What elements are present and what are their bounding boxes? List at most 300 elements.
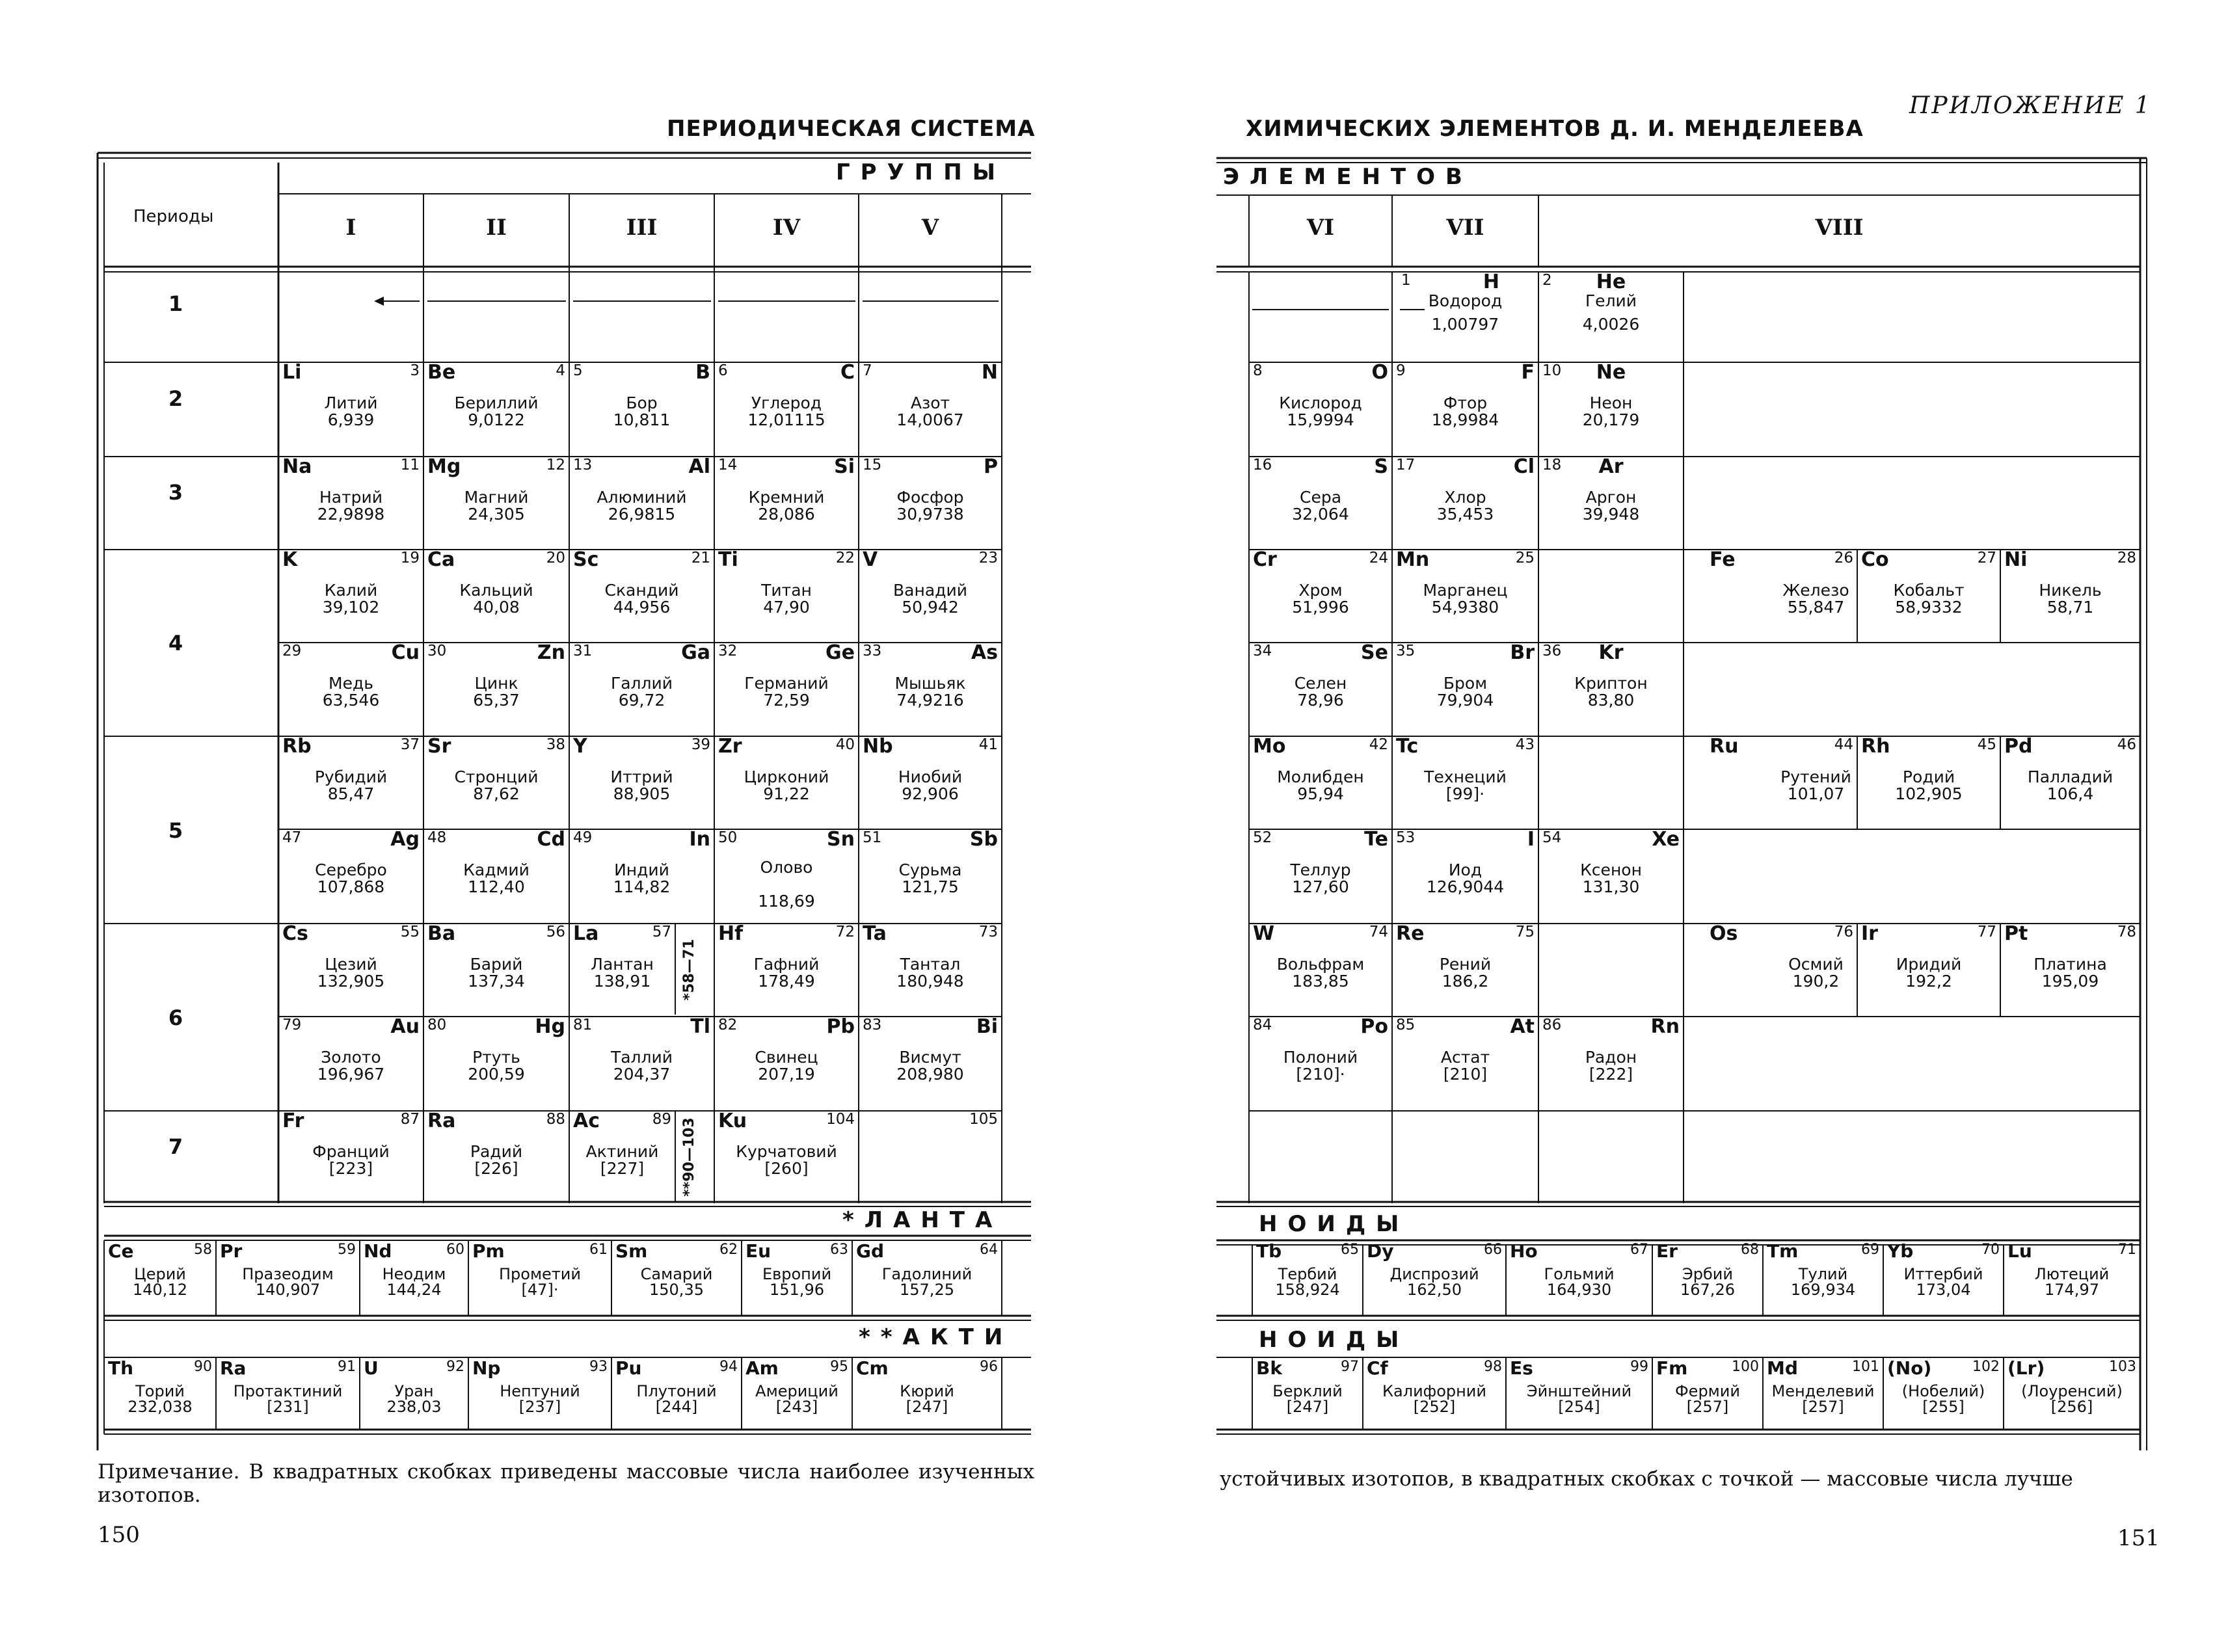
atomic-mass: 140,907 bbox=[255, 1281, 321, 1299]
element-cell-f bbox=[1392, 362, 1538, 457]
atomic-number: 61 bbox=[589, 1242, 608, 1258]
element-name: Селен bbox=[1294, 674, 1347, 693]
atomic-number: 64 bbox=[980, 1242, 998, 1258]
element-symbol: In bbox=[689, 828, 710, 851]
element-name: Гафний bbox=[753, 955, 820, 974]
atomic-number: 44 bbox=[1834, 736, 1853, 753]
atomic-mass: 186,2 bbox=[1442, 972, 1489, 991]
group-header-VI: VI bbox=[1306, 215, 1335, 241]
atomic-number: 101 bbox=[1852, 1359, 1879, 1375]
lanthanide-marker: *58—71 bbox=[681, 939, 697, 1001]
atomic-mass: 12,01115 bbox=[747, 410, 825, 429]
atomic-mass: 39,948 bbox=[1582, 505, 1640, 524]
atomic-number: 63 bbox=[830, 1242, 848, 1258]
element-name: Прометий bbox=[498, 1265, 581, 1283]
element-cell-ta bbox=[859, 924, 1002, 1017]
atomic-number: 80 bbox=[427, 1017, 447, 1033]
element-symbol: As bbox=[971, 641, 998, 664]
element-name: Тантал bbox=[900, 955, 961, 974]
lanthanide-cell bbox=[742, 1242, 852, 1314]
element-name: Радон bbox=[1585, 1048, 1637, 1067]
atomic-mass: 167,26 bbox=[1680, 1281, 1735, 1299]
element-cell-be bbox=[423, 362, 569, 457]
actinide-cell bbox=[1363, 1359, 1506, 1429]
atomic-number: 56 bbox=[546, 924, 565, 940]
actinide-cell bbox=[742, 1359, 852, 1429]
atomic-mass: [210]· bbox=[1296, 1065, 1345, 1084]
element-cell-fr bbox=[278, 1111, 423, 1202]
element-symbol: He bbox=[1596, 271, 1626, 293]
element-cell-pd bbox=[2000, 736, 2140, 829]
atomic-number: 37 bbox=[400, 736, 420, 753]
atomic-mass: 47,90 bbox=[763, 598, 810, 617]
atomic-mass: 208,980 bbox=[896, 1065, 964, 1084]
atomic-number: 76 bbox=[1834, 924, 1853, 940]
atomic-number: 31 bbox=[573, 643, 593, 659]
element-symbol: Ra bbox=[220, 1357, 247, 1379]
element-symbol: Rb bbox=[282, 735, 312, 758]
atomic-number: 65 bbox=[1341, 1242, 1359, 1258]
atomic-mass: 63,546 bbox=[322, 691, 380, 710]
element-cell-cs bbox=[278, 924, 423, 1017]
element-cell-te bbox=[1249, 829, 1392, 924]
atomic-mass: 207,19 bbox=[758, 1065, 815, 1084]
lanthanide-cell bbox=[1506, 1242, 1652, 1314]
element-name: Скандий bbox=[604, 581, 679, 600]
period-number: 4 bbox=[168, 631, 183, 656]
element-symbol: Eu bbox=[745, 1240, 772, 1262]
atomic-mass: 55,847 bbox=[1787, 598, 1845, 617]
element-name: Полоний bbox=[1283, 1048, 1358, 1067]
element-name: Кюрий bbox=[900, 1382, 954, 1400]
atomic-mass: 158,924 bbox=[1275, 1281, 1340, 1299]
element-cell-mo bbox=[1249, 736, 1392, 829]
element-cell-ni bbox=[2000, 550, 2140, 643]
atomic-number: 97 bbox=[1341, 1359, 1359, 1375]
atomic-number: 73 bbox=[978, 924, 998, 940]
actinide-cell bbox=[1763, 1359, 1883, 1429]
element-symbol: Mn bbox=[1396, 548, 1430, 571]
element-cell-la bbox=[569, 924, 675, 1017]
atomic-mass: 232,038 bbox=[128, 1398, 193, 1416]
element-name: Кислород bbox=[1279, 393, 1362, 412]
element-name: Магний bbox=[464, 488, 529, 507]
atomic-number: 26 bbox=[1834, 550, 1853, 566]
element-symbol: Am bbox=[745, 1357, 779, 1379]
atomic-mass: 137,34 bbox=[468, 972, 525, 991]
element-cell-sb bbox=[859, 829, 1002, 924]
atomic-number: 79 bbox=[282, 1017, 302, 1033]
element-cell-rh bbox=[1857, 736, 2000, 829]
element-cell-ba bbox=[423, 924, 569, 1017]
element-name: Иод bbox=[1448, 860, 1483, 879]
element-cell-se bbox=[1249, 643, 1392, 736]
element-cell-ne bbox=[1538, 362, 1684, 457]
element-symbol: Fe bbox=[1710, 548, 1736, 571]
element-symbol: H bbox=[1483, 271, 1499, 293]
atomic-mass: 114,82 bbox=[613, 877, 671, 896]
element-symbol: Ti bbox=[718, 548, 738, 571]
atomic-number: 2 bbox=[1542, 272, 1552, 289]
atomic-number: 95 bbox=[830, 1359, 848, 1375]
element-symbol: Rn bbox=[1650, 1015, 1680, 1038]
actinide-cell bbox=[1883, 1359, 2004, 1429]
element-cell-ca bbox=[423, 550, 569, 643]
atomic-number: 93 bbox=[589, 1359, 608, 1375]
element-name: Криптон bbox=[1574, 674, 1648, 693]
atomic-number: 78 bbox=[2117, 924, 2136, 940]
element-name: Кальций bbox=[459, 581, 533, 600]
element-cell-po bbox=[1249, 1017, 1392, 1111]
atomic-mass: 20,179 bbox=[1582, 410, 1640, 429]
atomic-mass: 22,9898 bbox=[317, 505, 385, 524]
element-name: Стронций bbox=[454, 767, 539, 786]
element-name: Натрий bbox=[319, 488, 383, 507]
actinide-cell bbox=[216, 1359, 360, 1429]
element-symbol: Sc bbox=[573, 548, 599, 571]
element-cell-w bbox=[1249, 924, 1392, 1017]
element-name: Аргон bbox=[1585, 488, 1637, 507]
atomic-mass: 88,905 bbox=[613, 784, 671, 803]
element-cell-au bbox=[278, 1017, 423, 1111]
atomic-mass: 101,07 bbox=[1787, 784, 1845, 803]
element-name: Кадмий bbox=[463, 860, 530, 879]
element-symbol: Os bbox=[1710, 922, 1738, 945]
atomic-mass: 178,49 bbox=[758, 972, 815, 991]
atomic-mass: 190,2 bbox=[1792, 972, 1840, 991]
element-symbol: Au bbox=[390, 1015, 420, 1038]
element-symbol: Th bbox=[108, 1357, 134, 1379]
element-cell-s bbox=[1249, 457, 1392, 550]
atomic-number: 41 bbox=[978, 736, 998, 753]
atomic-number: 35 bbox=[1396, 643, 1416, 659]
atomic-number: 54 bbox=[1542, 829, 1562, 846]
element-cell-tc bbox=[1392, 736, 1538, 829]
element-name: Серебро bbox=[315, 860, 387, 879]
atomic-mass: 85,47 bbox=[327, 784, 375, 803]
atomic-mass: 131,30 bbox=[1582, 877, 1640, 896]
element-cell-zr bbox=[714, 736, 859, 829]
atomic-number: 6 bbox=[718, 362, 728, 379]
lanthanide-cell bbox=[1883, 1242, 2004, 1314]
atomic-mass: [257] bbox=[1686, 1398, 1729, 1416]
atomic-mass: 69,72 bbox=[618, 691, 665, 710]
element-symbol: Mg bbox=[427, 455, 461, 478]
element-name: Лантан bbox=[591, 955, 654, 974]
actinide-cell bbox=[1652, 1359, 1763, 1429]
element-symbol: Mo bbox=[1253, 735, 1286, 758]
element-name: Иттербий bbox=[1903, 1265, 1983, 1283]
element-symbol: Cs bbox=[282, 922, 308, 945]
lanthanide-cell bbox=[2004, 1242, 2140, 1314]
lanthanides-label-left: *ЛАНТА bbox=[842, 1207, 1003, 1233]
element-name: Нептуний bbox=[500, 1382, 580, 1400]
element-name: Плутоний bbox=[636, 1382, 717, 1400]
element-name: Технеций bbox=[1424, 767, 1507, 786]
lanthanides-label-right: НОИДЫ bbox=[1259, 1211, 1410, 1237]
atomic-mass: 58,9332 bbox=[1895, 598, 1963, 617]
element-symbol: Ge bbox=[825, 641, 855, 664]
atomic-mass: 195,09 bbox=[2041, 972, 2099, 991]
atomic-number: 13 bbox=[573, 457, 593, 473]
element-cell-ac bbox=[569, 1111, 675, 1202]
element-symbol: Ku bbox=[718, 1110, 747, 1132]
actinide-cell bbox=[1506, 1359, 1652, 1429]
atomic-number: 20 bbox=[546, 550, 565, 566]
element-cell-ti bbox=[714, 550, 859, 643]
element-name: Диспрозий bbox=[1389, 1265, 1479, 1283]
atomic-number: 14 bbox=[718, 457, 738, 473]
atomic-number: 69 bbox=[1861, 1242, 1879, 1258]
atomic-number: 88 bbox=[546, 1111, 565, 1128]
atomic-number: 105 bbox=[969, 1111, 998, 1128]
element-symbol: Tm bbox=[1767, 1240, 1799, 1262]
atomic-mass: 35,453 bbox=[1436, 505, 1494, 524]
element-symbol: Dy bbox=[1367, 1240, 1394, 1262]
element-name: Бром bbox=[1443, 674, 1488, 693]
atomic-mass: 24,305 bbox=[468, 505, 525, 524]
element-symbol: Zr bbox=[718, 735, 742, 758]
atomic-mass: 72,59 bbox=[763, 691, 810, 710]
element-name: Курчатовий bbox=[736, 1142, 837, 1161]
atomic-mass: 10,811 bbox=[613, 410, 671, 429]
element-name: Иридий bbox=[1896, 955, 1962, 974]
atomic-number: 82 bbox=[718, 1017, 738, 1033]
element-symbol: Co bbox=[1861, 548, 1889, 571]
element-name: Теллур bbox=[1290, 860, 1351, 879]
atomic-mass: 30,9738 bbox=[896, 505, 964, 524]
element-symbol: Al bbox=[688, 455, 710, 478]
group-header-V: V bbox=[921, 215, 939, 241]
atomic-number: 83 bbox=[863, 1017, 882, 1033]
element-symbol: At bbox=[1510, 1015, 1535, 1038]
element-cell-co bbox=[1857, 550, 2000, 643]
element-cell-i bbox=[1392, 829, 1538, 924]
atomic-number: 27 bbox=[1977, 550, 1996, 566]
element-cell-as bbox=[859, 643, 1002, 736]
element-cell-ag bbox=[278, 829, 423, 924]
element-symbol: Pr bbox=[220, 1240, 243, 1262]
atomic-mass: [247] bbox=[1286, 1398, 1329, 1416]
element-symbol: Np bbox=[472, 1357, 501, 1379]
atomic-number: 30 bbox=[427, 643, 447, 659]
actinides-label-right: НОИДЫ bbox=[1259, 1327, 1410, 1353]
element-name: Фермий bbox=[1675, 1382, 1740, 1400]
atomic-number: 4 bbox=[556, 362, 565, 379]
period-number: 7 bbox=[168, 1134, 183, 1159]
atomic-mass: 144,24 bbox=[386, 1281, 442, 1299]
element-cell-ar bbox=[1538, 457, 1684, 550]
element-symbol: Cl bbox=[1513, 455, 1535, 478]
atomic-number: 46 bbox=[2117, 736, 2136, 753]
atomic-number: 10 bbox=[1542, 362, 1562, 379]
atomic-mass: 14,0067 bbox=[896, 410, 964, 429]
atomic-mass: 138,91 bbox=[593, 972, 651, 991]
atomic-number: 33 bbox=[863, 643, 882, 659]
atomic-number: 12 bbox=[546, 457, 565, 473]
element-symbol: Pd bbox=[2004, 735, 2033, 758]
element-name: Торий bbox=[135, 1382, 185, 1400]
atomic-number: 48 bbox=[427, 829, 447, 846]
element-cell-v bbox=[859, 550, 1002, 643]
atomic-number: 21 bbox=[691, 550, 710, 566]
atomic-mass: [256] bbox=[2050, 1398, 2093, 1416]
atomic-number: 28 bbox=[2117, 550, 2136, 566]
atomic-mass: 121,75 bbox=[902, 877, 959, 896]
element-name: Берклий bbox=[1272, 1382, 1343, 1400]
element-name: Азот bbox=[910, 393, 950, 412]
atomic-number: 19 bbox=[400, 550, 420, 566]
atomic-mass: 32,064 bbox=[1292, 505, 1349, 524]
element-symbol: Cd bbox=[537, 828, 565, 851]
element-symbol: Se bbox=[1361, 641, 1388, 664]
element-name: Цинк bbox=[474, 674, 518, 693]
element-cell-p bbox=[859, 457, 1002, 550]
atomic-number: 55 bbox=[400, 924, 420, 940]
atomic-number: 9 bbox=[1396, 362, 1406, 379]
element-name: Вольфрам bbox=[1276, 955, 1365, 974]
element-name: Водород bbox=[1428, 291, 1503, 310]
element-cell-n bbox=[859, 362, 1002, 457]
element-symbol: Fm bbox=[1656, 1357, 1688, 1379]
atomic-number: 57 bbox=[652, 924, 671, 940]
element-symbol: P bbox=[984, 455, 998, 478]
element-cell-na bbox=[278, 457, 423, 550]
atomic-mass: 44,956 bbox=[613, 598, 671, 617]
element-cell-ga bbox=[569, 643, 714, 736]
element-name: Протактиний bbox=[233, 1382, 343, 1400]
element-symbol: I bbox=[1527, 828, 1535, 851]
element-cell-hf bbox=[714, 924, 859, 1017]
group-header-IV: IV bbox=[772, 215, 801, 241]
atomic-number: 84 bbox=[1253, 1017, 1272, 1033]
element-cell-cl bbox=[1392, 457, 1538, 550]
element-symbol: Xe bbox=[1652, 828, 1680, 851]
actinide-cell bbox=[611, 1359, 742, 1429]
right-header-title: ХИМИЧЕСКИХ ЭЛЕМЕНТОВ Д. И. МЕНДЕЛЕЕВА bbox=[1246, 116, 1864, 142]
atomic-number: 77 bbox=[1977, 924, 1996, 940]
element-name: Никель bbox=[2039, 581, 2102, 600]
element-name: Астат bbox=[1440, 1048, 1490, 1067]
left-header-title: ПЕРИОДИЧЕСКАЯ СИСТЕМА bbox=[667, 116, 1036, 142]
element-symbol: Rh bbox=[1861, 735, 1890, 758]
element-symbol: Ne bbox=[1596, 361, 1626, 384]
element-name: Ртуть bbox=[472, 1048, 520, 1067]
atomic-mass: [210] bbox=[1443, 1065, 1488, 1084]
atomic-mass: 95,94 bbox=[1297, 784, 1344, 803]
element-name: Барий bbox=[470, 955, 523, 974]
element-symbol: C bbox=[840, 361, 855, 384]
atomic-mass: 65,37 bbox=[473, 691, 520, 710]
element-name: Ксенон bbox=[1580, 860, 1642, 879]
atomic-mass: 118,69 bbox=[758, 892, 815, 911]
element-symbol: Kr bbox=[1598, 641, 1624, 664]
group-header-II: II bbox=[486, 215, 507, 241]
atomic-mass: 54,9380 bbox=[1431, 598, 1499, 617]
atomic-number: 74 bbox=[1369, 924, 1388, 940]
element-cell-tl bbox=[569, 1017, 714, 1111]
element-cell-si bbox=[714, 457, 859, 550]
element-name: Иттрий bbox=[610, 767, 673, 786]
actinide-marker: **90—103 bbox=[681, 1117, 697, 1197]
element-symbol: B bbox=[695, 361, 710, 384]
element-name: Празеодим bbox=[242, 1265, 334, 1283]
element-symbol: V bbox=[863, 548, 878, 571]
element-cell-kr bbox=[1538, 643, 1684, 736]
element-name: Железо bbox=[1782, 581, 1849, 600]
atomic-mass: 162,50 bbox=[1407, 1281, 1462, 1299]
atomic-number: 62 bbox=[719, 1242, 738, 1258]
element-name: Ванадий bbox=[893, 581, 967, 600]
element-symbol: Ar bbox=[1598, 455, 1624, 478]
element-symbol: Si bbox=[834, 455, 855, 478]
atomic-mass: 1,00797 bbox=[1431, 315, 1499, 334]
atomic-number: 43 bbox=[1515, 736, 1535, 753]
element-symbol: Li bbox=[282, 361, 302, 384]
atomic-number: 67 bbox=[1630, 1242, 1648, 1258]
atomic-number: 11 bbox=[400, 457, 420, 473]
element-name: Индий bbox=[614, 860, 669, 879]
atomic-mass: 40,08 bbox=[473, 598, 520, 617]
atomic-mass: 26,9815 bbox=[608, 505, 676, 524]
element-name: Кобальт bbox=[1893, 581, 1965, 600]
element-symbol: Fr bbox=[282, 1110, 304, 1132]
atomic-mass: [243] bbox=[775, 1398, 818, 1416]
atomic-mass: 83,80 bbox=[1587, 691, 1635, 710]
element-name: Эрбий bbox=[1682, 1265, 1733, 1283]
atomic-number: 81 bbox=[573, 1017, 593, 1033]
atomic-number: 98 bbox=[1484, 1359, 1502, 1375]
atomic-mass: 106,4 bbox=[2047, 784, 2094, 803]
element-cell-pb bbox=[714, 1017, 859, 1111]
atomic-mass: [227] bbox=[600, 1159, 645, 1178]
element-cell-e105 bbox=[859, 1111, 1002, 1202]
group-header-III: III bbox=[626, 215, 658, 241]
atomic-mass: [99]· bbox=[1445, 784, 1485, 803]
atomic-mass: 9,0122 bbox=[468, 410, 525, 429]
element-name: Бор bbox=[626, 393, 658, 412]
atomic-mass: 51,996 bbox=[1292, 598, 1349, 617]
element-symbol: Tl bbox=[690, 1015, 710, 1038]
element-name: Рений bbox=[1439, 955, 1492, 974]
element-name: Висмут bbox=[899, 1048, 961, 1067]
actinide-cell bbox=[1252, 1359, 1363, 1429]
element-cell-cr bbox=[1249, 550, 1392, 643]
atomic-number: 22 bbox=[835, 550, 855, 566]
element-name: Кремний bbox=[748, 488, 825, 507]
element-symbol: Ba bbox=[427, 922, 456, 945]
atomic-mass: 238,03 bbox=[386, 1398, 442, 1416]
page-number-left: 150 bbox=[98, 1522, 140, 1548]
element-symbol: Md bbox=[1767, 1357, 1798, 1379]
atomic-mass: 127,60 bbox=[1292, 877, 1349, 896]
element-name: Германий bbox=[744, 674, 829, 693]
element-name: Хлор bbox=[1444, 488, 1486, 507]
element-name: Рутений bbox=[1780, 767, 1851, 786]
atomic-mass: 173,04 bbox=[1916, 1281, 1971, 1299]
element-name: Гелий bbox=[1585, 291, 1637, 310]
atomic-number: 86 bbox=[1542, 1017, 1562, 1033]
atomic-number: 70 bbox=[1981, 1242, 2000, 1258]
element-name: Медь bbox=[329, 674, 373, 693]
element-name: Палладий bbox=[2027, 767, 2114, 786]
period-number: 2 bbox=[168, 386, 183, 411]
actinide-cell bbox=[360, 1359, 468, 1429]
element-cell-xe bbox=[1538, 829, 1684, 924]
element-symbol: Nd bbox=[364, 1240, 392, 1262]
element-cell-y bbox=[569, 736, 714, 829]
atomic-mass: 28,086 bbox=[758, 505, 815, 524]
